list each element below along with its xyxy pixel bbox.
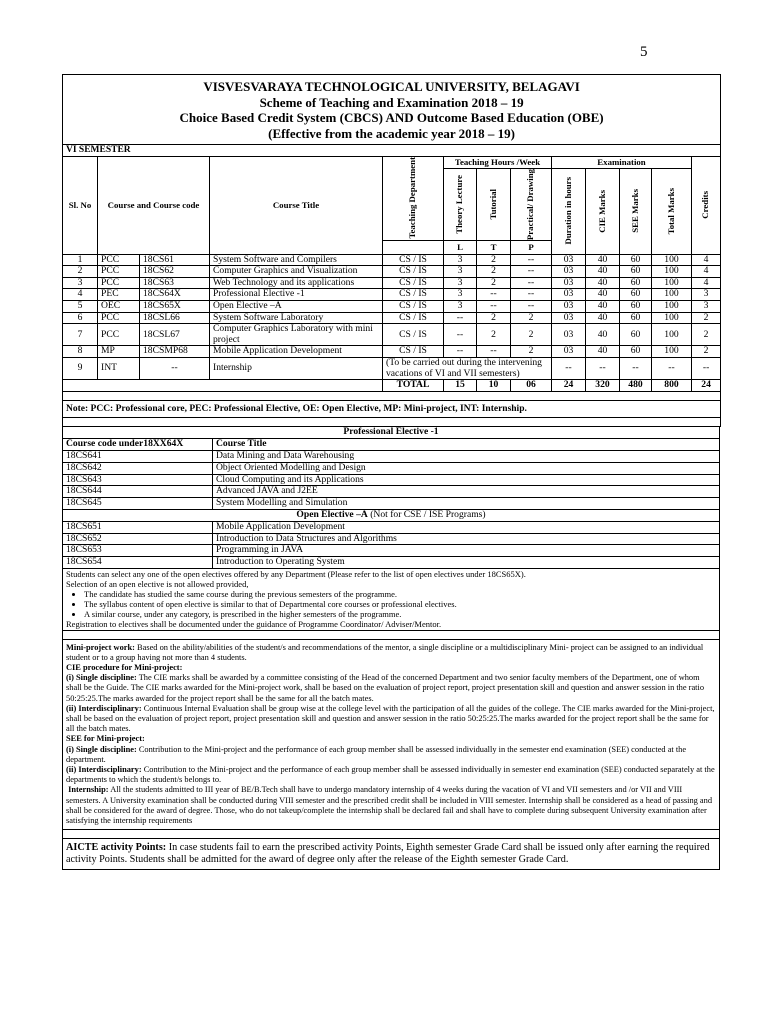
totals-row: TOTAL 15 10 06 24 320 480 800 24 bbox=[63, 380, 721, 392]
list-item: 18CS642 Object Oriented Modelling and Design bbox=[63, 462, 720, 474]
university-name: VISVESVARAYA TECHNOLOGICAL UNIVERSITY, BELAGAVI bbox=[203, 79, 580, 94]
open-elective-heading: Open Elective –A (Not for CSE / ISE Programs) bbox=[63, 509, 720, 521]
scheme-title: Scheme of Teaching and Examination 2018 – 19 bbox=[259, 94, 524, 110]
course-row: 4 PEC 18CS64X Professional Elective -1 CS / IS 3 -- -- 03 40 60 100 3 bbox=[63, 289, 721, 301]
effective-year: (Effective from the academic year 2018 – 19) bbox=[268, 125, 515, 141]
col-dept-blank bbox=[383, 240, 444, 254]
col-theory: Theory Lecture bbox=[444, 168, 477, 240]
col-teaching-hours: Teaching Hours /Week bbox=[444, 156, 552, 168]
page-number: 5 bbox=[640, 44, 648, 60]
list-item: 18CS654 Introduction to Operating System bbox=[63, 557, 720, 569]
col-L: L bbox=[444, 240, 477, 254]
list-item: 18CS641 Data Mining and Data Warehousing bbox=[63, 451, 720, 463]
col-sl-no: Sl. No bbox=[63, 156, 98, 254]
col-credits: Credits bbox=[692, 156, 721, 254]
cbcs-title: Choice Based Credit System (CBCS) AND Outcome Based Education (OBE) bbox=[179, 110, 604, 125]
col-see: SEE Marks bbox=[620, 168, 652, 254]
col-tutorial: Tutorial bbox=[477, 168, 511, 240]
course-row: 8 MP 18CSMP68 Mobile Application Development CS / IS -- -- 2 03 40 60 100 2 bbox=[63, 346, 721, 358]
col-course-code: Course and Course code bbox=[98, 156, 210, 254]
electives-table bbox=[62, 426, 720, 870]
aicte-activity-points: AICTE activity Points: In case students fail to earn the prescribed activity Points, Eighth semester Grade Card shall be issued only after earning the required activity Points. Students shall be admitted for the award of degree only after the release of the Eighth semester Grade Card. bbox=[63, 839, 720, 870]
professional-elective-heading: Professional Elective -1 bbox=[63, 427, 720, 439]
course-row: 1 PCC 18CS61 System Software and Compilers CS / IS 3 2 -- 03 40 60 100 4 bbox=[63, 254, 721, 266]
col-duration: Duration in hours bbox=[552, 168, 586, 254]
col-course-title: Course Title bbox=[210, 156, 383, 254]
scheme-document bbox=[62, 74, 720, 870]
col-elective-code: Course code under18XX64X bbox=[63, 439, 213, 451]
course-row: 6 PCC 18CSL66 System Software Laboratory CS / IS -- 2 2 03 40 60 100 2 bbox=[63, 312, 721, 324]
internship-row: 9 INT -- Internship (To be carried out during the intervening vacations of VI and VII semesters) -- -- -- -- -- bbox=[63, 358, 721, 380]
course-row: 7 PCC 18CSL67 Computer Graphics Laboratory with mini project CS / IS -- 2 2 03 40 60 100 2 bbox=[63, 324, 721, 346]
list-item: 18CS653 Programming in JAVA bbox=[63, 545, 720, 557]
semester-label: VI SEMESTER bbox=[63, 145, 721, 157]
course-row: 3 PCC 18CS63 Web Technology and its applications CS / IS 3 2 -- 03 40 60 100 4 bbox=[63, 277, 721, 289]
document-header bbox=[63, 75, 721, 145]
col-P: P bbox=[511, 240, 552, 254]
course-row: 5 OEC 18CS65X Open Elective –A CS / IS 3 -- -- 03 40 60 100 3 bbox=[63, 301, 721, 313]
mini-project-rules: Mini-project work: Based on the ability/abilities of the student/s and recommendations of the mentor, a single discipline or a multidisciplinary Mini- project can be assigned to an individual student or to a group having not more than 4 students. CIE procedure for Mini-project: (i) Single discipline: The CIE marks shall be awarded by a committee consisting of the Head of the concerned Department and two senior faculty members of the Department, one of whom shall be the Guide. The CIE marks awarded for the Mini-project work, shall be based on the evaluation of project report, project presentation skill and question and answer session in the ratio 50:25:25.The marks awarded for the project report shall be the same for all the batch mates. (ii) Interdisciplinary: Continuous Internal Evaluation shall be group wise at the college level with the participation of all the guides of the college. The CIE marks awarded for the Mini-project, shall be based on the evaluation of project report, project presentation skill and question and answer session in the ratio 50:25:25.The marks awarded for the project report shall be the same for all the batch mates. SEE for Mini-project: (i) Single discipline: Contribution to the Mini-project and the performance of each group member shall be assessed individually in the semester end examination (SEE) conducted at the department. (ii) Interdisciplinary: Contribution to the Mini-project and the performance of each group member shall be assessed individually in semester end examination (SEE) conducted separately at the departments to which the student/s belongs to. Internship: All the students admitted to III year of BE/B.Tech shall have to undergo mandatory internship of 4 weeks during the vacation of VI and VII semesters and /or VII and VIII semesters. A University examination shall be conducted during VIII semester and the prescribed credit shall be included in VIII semester. Internship shall be considered as a head of passing and shall be considered for the award of degree. Those, who do not takeup/complete the internship shall be declared fail and shall have to complete during subsequent University examination after satisfying the internship requirements bbox=[63, 639, 720, 830]
list-item: 18CS652 Introduction to Data Structures and Algorithms bbox=[63, 533, 720, 545]
col-T: T bbox=[477, 240, 511, 254]
col-examination: Examination bbox=[552, 156, 692, 168]
col-elective-title: Course Title bbox=[213, 439, 720, 451]
abbreviation-note: Note: PCC: Professional core, PEC: Professional Elective, OE: Open Elective, MP: Mini-project, INT: Internship. bbox=[63, 400, 721, 418]
col-teaching-dept: Teaching Department bbox=[383, 156, 444, 240]
col-practical: Practical/ Drawing bbox=[511, 168, 552, 240]
course-row: 2 PCC 18CS62 Computer Graphics and Visualization CS / IS 3 2 -- 03 40 60 100 4 bbox=[63, 266, 721, 278]
elective-rules: Students can select any one of the open electives offered by any Department (Please refer to the list of open electives under 18CS65X). Selection of an open elective is not allowed provided, • The candidate has studied the same course during the previous semesters of the programme. • The syllabus content of open elective is similar to that of Departmental core courses or professional electives. • A similar course, under any category, is prescribed in the higher semesters of the programme. Registration to electives shall be documented under the guidance of Programme Coordinator/ Adviser/Mentor. bbox=[63, 568, 720, 630]
scheme-table bbox=[62, 74, 721, 427]
col-total: Total Marks bbox=[652, 168, 692, 254]
list-item: 18CS644 Advanced JAVA and J2EE bbox=[63, 486, 720, 498]
list-item: 18CS645 System Modelling and Simulation bbox=[63, 498, 720, 510]
list-item: 18CS651 Mobile Application Development bbox=[63, 521, 720, 533]
list-item: 18CS643 Cloud Computing and its Applications bbox=[63, 474, 720, 486]
col-cie: CIE Marks bbox=[586, 168, 620, 254]
